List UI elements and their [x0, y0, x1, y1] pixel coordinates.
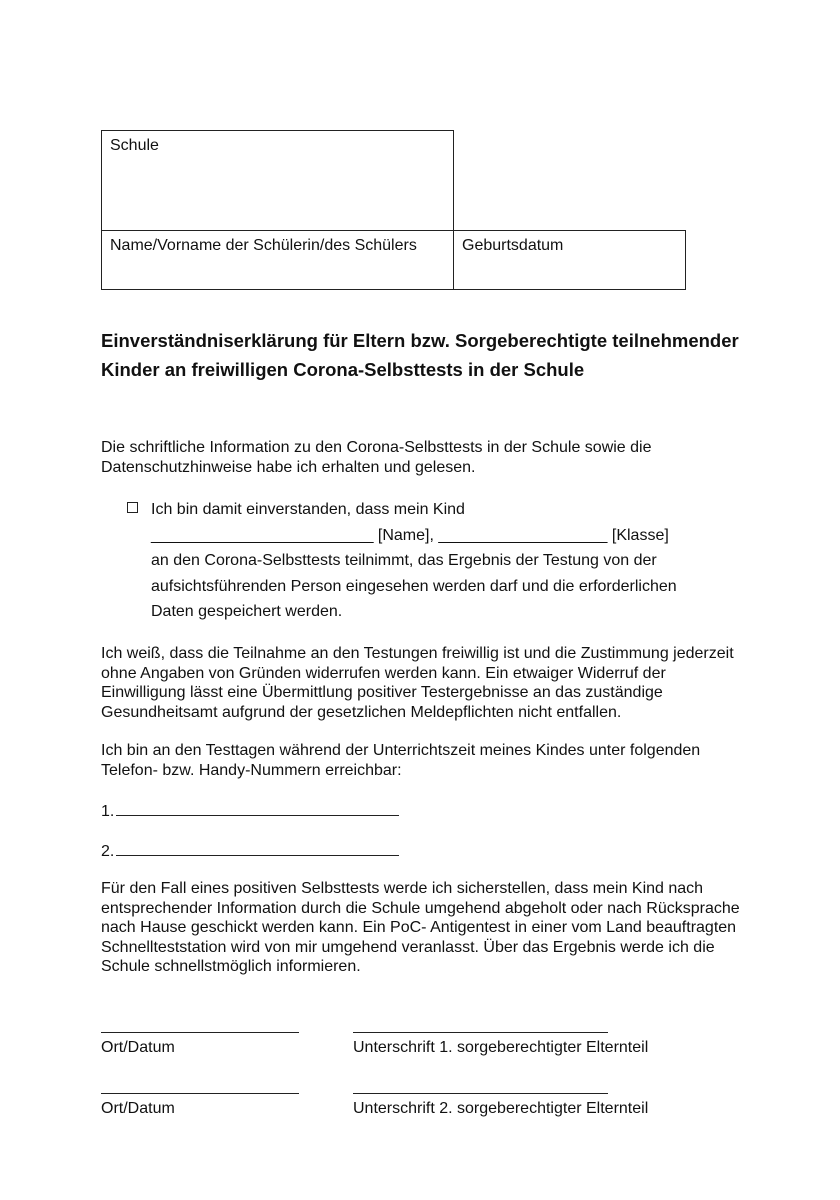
consent-line-1: Ich bin damit einverstanden, dass mein Kind — [151, 501, 465, 518]
place-date-line-1[interactable] — [101, 1032, 299, 1033]
signature-line-2[interactable] — [353, 1093, 608, 1094]
place-date-label-1: Ort/Datum — [101, 1039, 175, 1056]
phone-number-label-1: 1. — [101, 803, 115, 820]
phone-input-1[interactable] — [116, 801, 399, 816]
voluntary-paragraph: Ich weiß, dass die Teilnahme an den Testungen freiwillig ist und die Zustimmung jederzeit ohne Angaben von Gründen widerrufen werden kann. Ein etwaiger Widerruf der Einwilligung lässt eine Übermittlung positiver Testergebnisse an das zuständige Gesundheitsamt aufgrund der gesetzlichen Meldepflichten nicht entfallen. — [101, 645, 734, 721]
reachable-paragraph: Ich bin an den Testtagen während der Unterrichtszeit meines Kindes unter folgenden Telefon- bzw. Handy-Nummern erreichbar: — [101, 742, 701, 779]
signature-label-2: Unterschrift 2. sorgeberechtigter Elternteil — [353, 1100, 649, 1117]
student-name-label: Name/Vorname der Schülerin/des Schülers — [110, 237, 417, 254]
intro-paragraph: Die schriftliche Information zu den Corona-Selbsttests in der Schule sowie die Datenschutzhinweise habe ich erhalten und gelesen. — [101, 439, 652, 476]
positive-test-paragraph: Für den Fall eines positiven Selbsttests werde ich sicherstellen, dass mein Kind nach entsprechender Information durch die Schule umgehend abgeholt oder nach Rücksprache nach Hause geschickt werden kann. Ein PoC- Antigentest in einer vom Land beauftragten Schnellteststation wird von mir umgehend veranlasst. Über das Ergebnis werde ich die Schule schnellstmöglich informieren. — [101, 880, 740, 975]
phone-number-label-2: 2. — [101, 843, 115, 860]
signature-label-1: Unterschrift 1. sorgeberechtigter Elternteil — [353, 1039, 649, 1056]
phone-entry-2 — [101, 841, 399, 861]
place-date-line-2[interactable] — [101, 1093, 299, 1094]
school-field[interactable] — [101, 130, 454, 231]
consent-line-4: aufsichtsführenden Person eingesehen werden darf und die erforderlichen — [151, 577, 677, 595]
phone-entry-1 — [101, 801, 399, 821]
place-date-label-2: Ort/Datum — [101, 1100, 175, 1117]
birthdate-label: Geburtsdatum — [462, 237, 564, 254]
consent-checkbox[interactable] — [127, 502, 138, 513]
signature-line-1[interactable] — [353, 1032, 608, 1033]
student-name-field[interactable] — [101, 230, 454, 290]
consent-name-class-line[interactable]: _________________________ [Name], ___________________ [Klasse] — [151, 526, 669, 544]
consent-line-3: an den Corona-Selbsttests teilnimmt, das Ergebnis der Testung von der — [151, 552, 657, 569]
phone-input-2[interactable] — [116, 841, 399, 856]
school-label: Schule — [110, 137, 159, 154]
consent-line-5: Daten gespeichert werden. — [151, 603, 343, 620]
form-title: Einverständniserklärung für Eltern bzw. Sorgeberechtigte teilnehmender Kinder an freiwilligen Corona-Selbsttests in der Schule — [101, 330, 739, 380]
birthdate-field[interactable] — [453, 230, 686, 290]
